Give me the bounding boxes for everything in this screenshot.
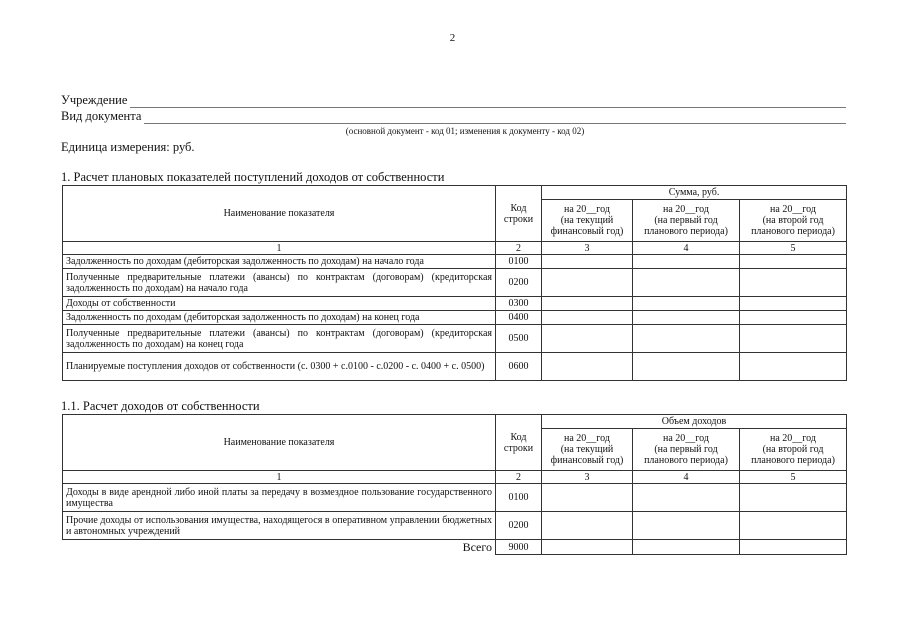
col-number: 2: [496, 471, 542, 484]
value-cell[interactable]: [542, 269, 633, 297]
value-cell[interactable]: [740, 325, 847, 353]
value-cell[interactable]: [633, 297, 740, 311]
col-number: 4: [633, 242, 740, 255]
doc-type-hint: (основной документ - код 01; изменения к документу - код 02): [345, 126, 585, 136]
col-number: 3: [542, 471, 633, 484]
value-cell[interactable]: [740, 353, 847, 381]
col-number: 3: [542, 242, 633, 255]
doc-type-label: Вид документа: [61, 109, 142, 123]
header-code: Код строки: [496, 186, 542, 242]
value-cell[interactable]: [542, 325, 633, 353]
section1-title: 1. Расчет плановых показателей поступлений доходов от собственности: [61, 170, 445, 184]
row-code: 0100: [496, 255, 542, 269]
value-cell[interactable]: [542, 540, 633, 555]
value-cell[interactable]: [633, 325, 740, 353]
table-row: [63, 269, 847, 297]
row-code: 0500: [496, 325, 542, 353]
row-code: 0200: [496, 512, 542, 540]
total-code: 9000: [496, 540, 542, 555]
table-row: [63, 484, 847, 512]
value-cell[interactable]: [542, 297, 633, 311]
value-cell[interactable]: [542, 484, 633, 512]
row-code: 0400: [496, 311, 542, 325]
row-code: 0600: [496, 353, 542, 381]
header-name: Наименование показателя: [63, 415, 496, 471]
section2-table: [62, 414, 847, 555]
row-name: Полученные предварительные платежи (авансы) по контрактам (договорам) (кредиторская задолженность по доходам) на конец года: [63, 325, 496, 353]
doc-type-field: [61, 109, 846, 124]
value-cell[interactable]: [740, 484, 847, 512]
col-number: 4: [633, 471, 740, 484]
doc-type-line[interactable]: [144, 111, 846, 124]
institution-field: [61, 93, 846, 108]
col-number: 5: [740, 471, 847, 484]
table-row: [63, 311, 847, 325]
row-name: Задолженность по доходам (дебиторская задолженность по доходам) на конец года: [63, 311, 496, 325]
header-col3: на 20__год (на текущий финансовый год): [542, 429, 633, 471]
table-row: [63, 255, 847, 269]
header-sum: Объем доходов: [542, 415, 847, 429]
total-row: [63, 540, 847, 555]
row-name: Доходы от собственности: [63, 297, 496, 311]
header-sum: Сумма, руб.: [542, 186, 847, 200]
page-number: 2: [449, 32, 456, 44]
header-col4: на 20__год (на первый год планового периода): [633, 429, 740, 471]
value-cell[interactable]: [740, 512, 847, 540]
value-cell[interactable]: [633, 311, 740, 325]
table-row: [63, 325, 847, 353]
col-number: 2: [496, 242, 542, 255]
header-code: Код строки: [496, 415, 542, 471]
col-number: 1: [63, 242, 496, 255]
column-numbers-row: [63, 242, 847, 255]
row-code: 0100: [496, 484, 542, 512]
header-col3: на 20__год (на текущий финансовый год): [542, 200, 633, 242]
column-numbers-row: [63, 471, 847, 484]
value-cell[interactable]: [633, 540, 740, 555]
value-cell[interactable]: [542, 311, 633, 325]
row-code: 0300: [496, 297, 542, 311]
table-row: [63, 353, 847, 381]
row-name: Полученные предварительные платежи (авансы) по контрактам (договорам) (кредиторская задолженность по доходам) на начало года: [63, 269, 496, 297]
total-label: Всего: [63, 540, 496, 555]
value-cell[interactable]: [633, 269, 740, 297]
value-cell[interactable]: [740, 269, 847, 297]
row-name: Задолженность по доходам (дебиторская задолженность по доходам) на начало года: [63, 255, 496, 269]
table-row: [63, 297, 847, 311]
row-name: Планируемые поступления доходов от собственности (с. 0300 + с.0100 - с.0200 - с. 0400 + с. 0500): [63, 353, 496, 381]
section1-table: [62, 185, 847, 381]
value-cell[interactable]: [740, 540, 847, 555]
section2-title: 1.1. Расчет доходов от собственности: [61, 399, 260, 413]
header-name: Наименование показателя: [63, 186, 496, 242]
value-cell[interactable]: [740, 311, 847, 325]
value-cell[interactable]: [740, 255, 847, 269]
value-cell[interactable]: [633, 512, 740, 540]
header-col5: на 20__год (на второй год планового периода): [740, 200, 847, 242]
units-label: Единица измерения: руб.: [61, 140, 195, 154]
row-name: Доходы в виде арендной либо иной платы за передачу в возмездное пользование государственного имущества: [63, 484, 496, 512]
header-col4: на 20__год (на первый год планового периода): [633, 200, 740, 242]
value-cell[interactable]: [633, 353, 740, 381]
table-row: [63, 512, 847, 540]
row-name: Прочие доходы от использования имущества, находящегося в оперативном управлении бюджетных и автономных учреждений: [63, 512, 496, 540]
header-col5: на 20__год (на второй год планового периода): [740, 429, 847, 471]
col-number: 5: [740, 242, 847, 255]
col-number: 1: [63, 471, 496, 484]
value-cell[interactable]: [633, 255, 740, 269]
institution-line[interactable]: [130, 95, 846, 108]
value-cell[interactable]: [542, 255, 633, 269]
value-cell[interactable]: [542, 512, 633, 540]
row-code: 0200: [496, 269, 542, 297]
institution-label: Учреждение: [61, 93, 128, 107]
value-cell[interactable]: [633, 484, 740, 512]
value-cell[interactable]: [740, 297, 847, 311]
value-cell[interactable]: [542, 353, 633, 381]
